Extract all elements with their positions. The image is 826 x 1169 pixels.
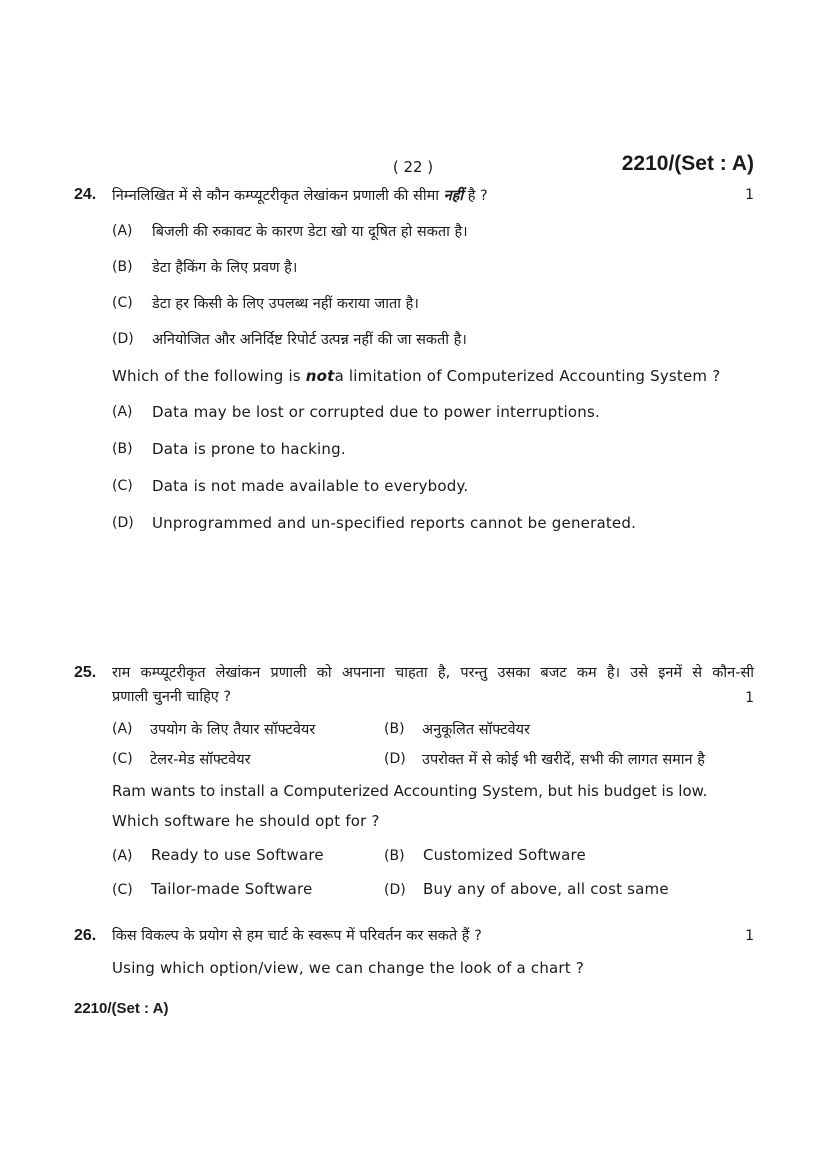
q25-hi-option-b-label: (B): [384, 721, 405, 737]
q25-en-option-b-text: Customized Software: [423, 846, 586, 864]
q25-en-option-b-label: (B): [384, 848, 405, 864]
q24-en-option-b-text: Data is prone to hacking.: [152, 440, 346, 458]
q24-hi-option-d-text: अनियोजित और अनिर्दिष्ट रिपोर्ट उत्पन्न नहीं की जा सकती है।: [152, 332, 467, 348]
question-26-number: 26.: [74, 927, 97, 944]
question-24-english-text: Which of the following is nota limitation of Computerized Accounting System ?: [112, 367, 721, 385]
q24-en-option-b-label: (B): [112, 441, 133, 457]
question-25-hindi-line2: प्रणाली चुननी चाहिए ?: [112, 689, 232, 705]
question-24-hindi-text: निम्नलिखित में से कौन कम्प्यूटरीकृत लेखांकन प्रणाली की सीमा नहीं है ?: [112, 188, 488, 204]
q25-hi-option-d-text: उपरोक्त में से कोई भी खरीदें, सभी की लागत समान है: [422, 752, 705, 768]
q24-hi-option-c-label: (C): [112, 295, 133, 311]
q25-hi-option-c-text: टेलर-मेड सॉफ्टवेयर: [150, 752, 251, 768]
q24-hi-option-b-label: (B): [112, 259, 133, 275]
page-number: ( 22 ): [392, 158, 434, 176]
q24-hi-option-c-text: डेटा हर किसी के लिए उपलब्ध नहीं कराया जाता है।: [152, 296, 419, 312]
q24-en-option-a-text: Data may be lost or corrupted due to power interruptions.: [152, 403, 600, 421]
question-25-hindi-line1: राम कम्प्यूटरीकृत लेखांकन प्रणाली को अपनाना चाहता है, परन्तु उसका बजट कम है। उसे इनमें से कौन-सी: [112, 665, 754, 681]
q25-hi-option-a-text: उपयोग के लिए तैयार सॉफ्टवेयर: [150, 722, 316, 738]
q25-hi-option-a-label: (A): [112, 721, 133, 737]
question-25-english-line1: Ram wants to install a Computerized Accounting System, but his budget is low.: [112, 782, 708, 800]
q25-en-option-c-text: Tailor-made Software: [151, 880, 313, 898]
q24-hi-option-a-text: बिजली की रुकावट के कारण डेटा खो या दूषित हो सकता है।: [152, 224, 468, 240]
q25-en-option-a-text: Ready to use Software: [151, 846, 324, 864]
question-24-english-emphasis: not: [305, 367, 335, 385]
question-26-marks: 1: [745, 928, 754, 944]
q25-hi-option-b-text: अनुकूलित सॉफ्टवेयर: [422, 722, 530, 738]
q24-en-option-c-label: (C): [112, 478, 133, 494]
q24-en-option-a-label: (A): [112, 404, 133, 420]
question-25-english-line2: Which software he should opt for ?: [112, 812, 380, 830]
set-code-header: 2210/(Set : A): [621, 152, 754, 175]
q25-hi-option-d-label: (D): [384, 751, 406, 767]
q25-en-option-a-label: (A): [112, 848, 133, 864]
question-25-number: 25.: [74, 664, 97, 681]
q25-en-option-c-label: (C): [112, 882, 133, 898]
question-25-marks: 1: [745, 690, 754, 706]
q25-hi-option-c-label: (C): [112, 751, 133, 767]
q24-hi-option-a-label: (A): [112, 223, 133, 239]
question-26-hindi-text: किस विकल्प के प्रयोग से हम चार्ट के स्वरूप में परिवर्तन कर सकते हैं ?: [112, 928, 482, 944]
question-26-english-text: Using which option/view, we can change the look of a chart ?: [112, 959, 585, 977]
question-24-number: 24.: [74, 186, 97, 203]
q24-hi-option-b-text: डेटा हैकिंग के लिए प्रवण है।: [152, 260, 298, 276]
q24-en-option-d-text: Unprogrammed and un-specified reports cannot be generated.: [152, 514, 637, 532]
question-24-hindi-emphasis: नहीं: [443, 188, 464, 204]
q24-en-option-d-label: (D): [112, 515, 134, 531]
q24-hi-option-d-label: (D): [112, 331, 134, 347]
q25-en-option-d-text: Buy any of above, all cost same: [423, 880, 669, 898]
set-code-footer: 2210/(Set : A): [74, 1000, 169, 1017]
q24-en-option-c-text: Data is not made available to everybody.: [152, 477, 469, 495]
question-24-marks: 1: [745, 187, 754, 203]
q25-en-option-d-label: (D): [384, 882, 406, 898]
